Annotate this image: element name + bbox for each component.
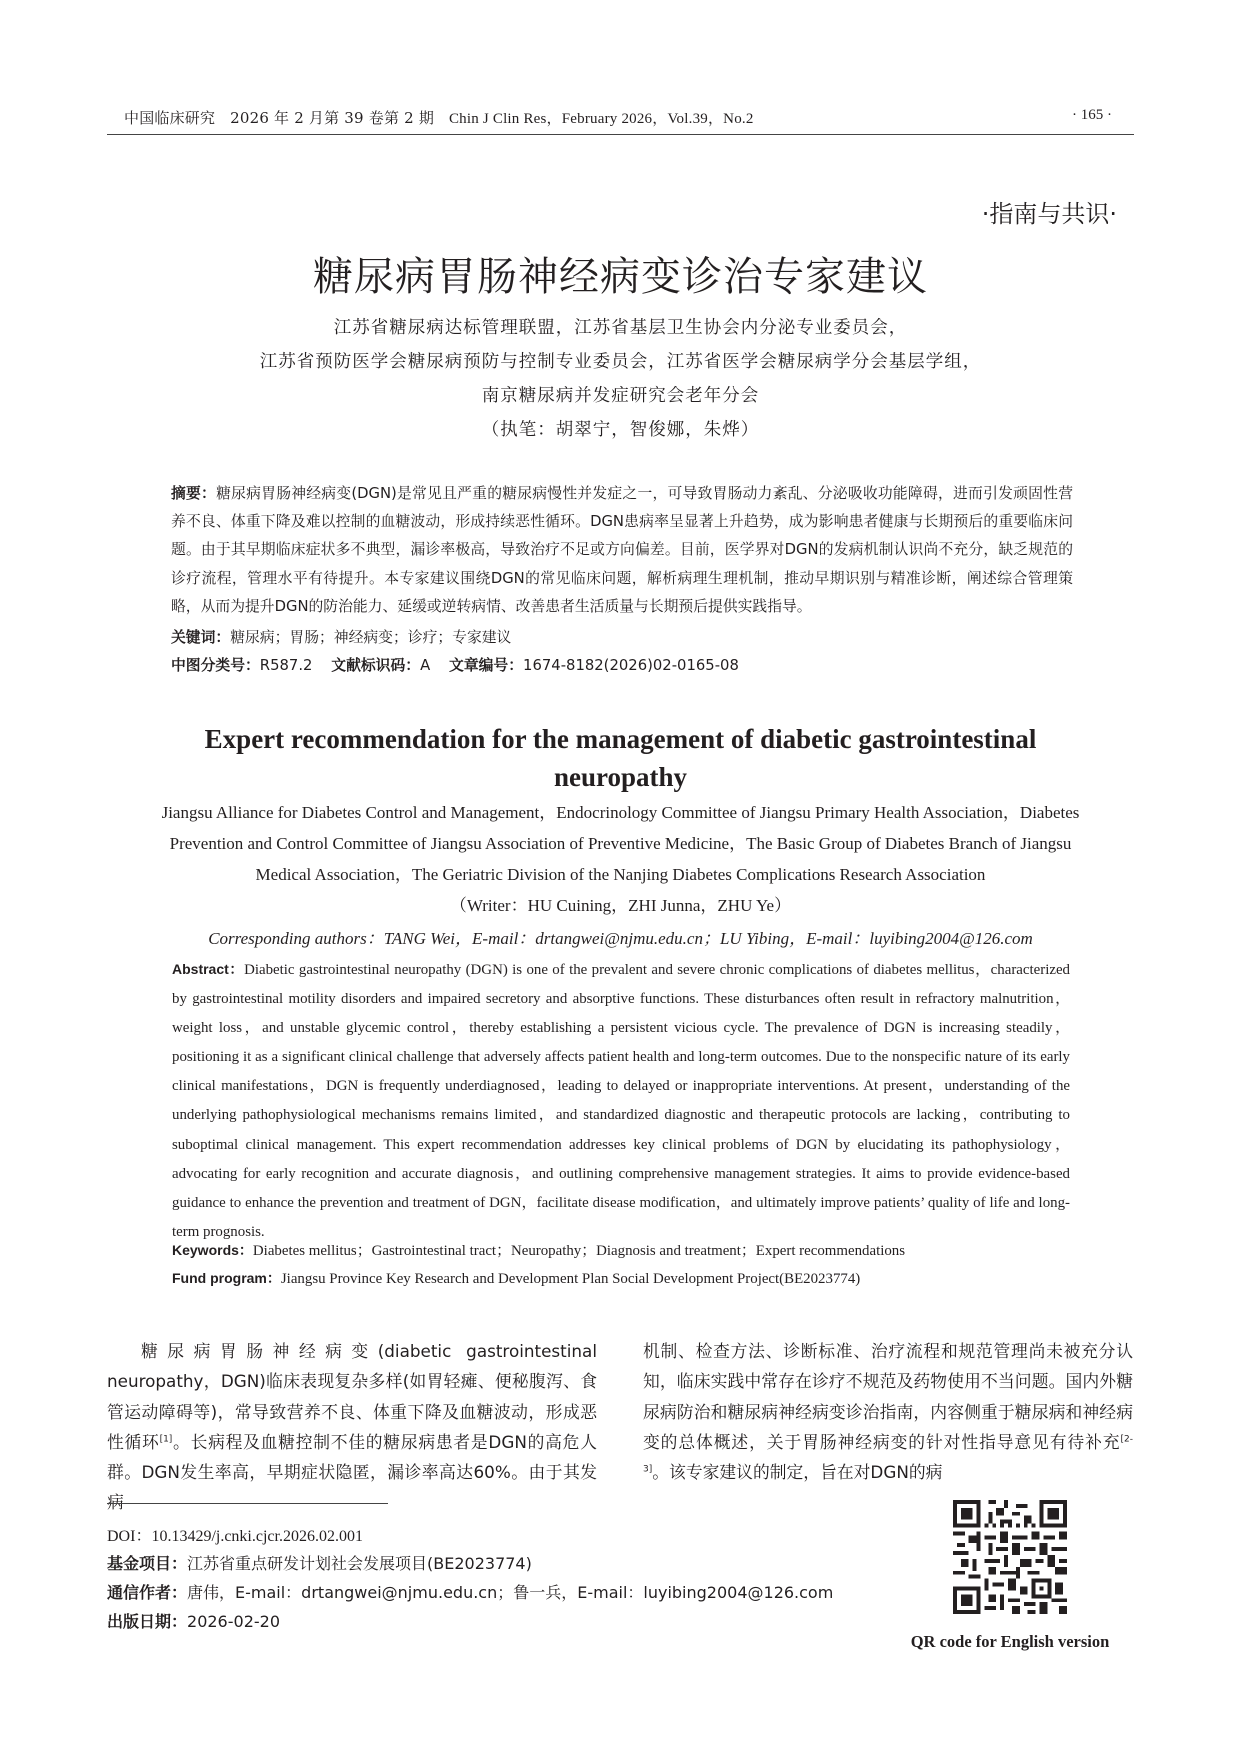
journal-name-cn: 中国临床研究 — [124, 109, 216, 127]
doi: DOI：10.13429/j.cnki.cjcr.2026.02.001 — [107, 1528, 363, 1545]
body-right-text-b: 。该专家建议的制定，旨在对DGN的病 — [652, 1462, 943, 1483]
footnote-corresponding-label: 通信作者： — [107, 1583, 188, 1602]
body-column-left — [107, 1336, 597, 1518]
classification-line — [171, 654, 739, 675]
footnote-rule — [107, 1503, 388, 1504]
fund-program-en-text: Jiangsu Province Key Research and Development Plan Social Development Project(BE2023774) — [280, 1271, 861, 1287]
footnote-fund-text: 江苏省重点研发计划社会发展项目(BE2023774) — [187, 1554, 532, 1573]
body-left-text-b: 。长病程及血糖控制不佳的糖尿病患者是DGN的高危人群。DGN发生率高，早期症状隐匿，漏诊率高达60%。由于其发病 — [107, 1431, 597, 1513]
body-column-right — [643, 1336, 1133, 1487]
keywords-cn-label: 关键词： — [171, 629, 231, 646]
running-header — [124, 107, 754, 128]
clc-label: 中图分类号： — [171, 657, 260, 674]
title-en: Expert recommendation for the management of diabetic gastrointestinal neuropathy — [204, 724, 1037, 792]
abstract-cn-text: 糖尿病胃肠神经病变(DGN)是常见且严重的糖尿病慢性并发症之一，可导致胃肠动力紊乱、分泌吸收功能障碍，进而引发顽固性营养不良、体重下降及难以控制的血糖波动，形成持续恶性循环。DGN患病率呈显著上升趋势，成为影响患者健康与长期预后的重要临床问题。由于其早期临床症状多不典型，漏诊率极高，导致治疗不足或方向偏差。目前，医学界对DGN的发病机制认识尚不充分，缺乏规范的诊疗流程，管理水平有待提升。本专家建议围绕DGN的常见临床问题，解析病理生理机制，推动早期识别与精准诊断，阐述综合管理策略，从而为提升DGN的防治能力、延缓或逆转病情、改善患者生活质量与长期预后提供实践指导。 — [171, 485, 1073, 615]
fund-program-en-label: Fund program： — [172, 1270, 281, 1286]
keywords-cn — [171, 626, 511, 647]
writers-en: （Writer：HU Cuining，ZHI Junna，ZHU Ye） — [449, 896, 792, 915]
clc-value: R587.2 — [259, 657, 313, 674]
footnote-fund — [107, 1551, 532, 1574]
issue-cn: 2026 年 2 月第 39 卷第 2 期 — [230, 109, 435, 127]
citation-ref-1: [1] — [159, 1434, 173, 1445]
qr-caption: QR code for English version — [910, 1632, 1110, 1651]
body-right-text-a: 机制、检查方法、诊断标准、治疗流程和规范管理尚未被充分认知，临床实践中常存在诊疗不规范及药物使用不当问题。国内外糖尿病防治和糖尿病神经病变诊治指南，内容侧重于糖尿病和神经病变的总体概述，关于胃肠神经病变的针对性指导意见有待补充 — [643, 1341, 1133, 1452]
affiliation-en-line-3: Medical Association，The Geriatric Division of the Nanjing Diabetes Complications Research Association — [255, 865, 986, 884]
doccode-label: 文献标识码： — [331, 657, 421, 674]
abstract-en-text: Diabetic gastrointestinal neuropathy (DGN) is one of the prevalent and severe chronic complications of diabetes mellitus，characterized by gastrointestinal motility disorders and impaired secretory and absorptive functions. These disturbances often result in refractory malnutrition，weight loss，and unstable glycemic control，thereby establishing a persistent vicious cycle. The prevalence of DGN is increasing steadily，positioning it as a significant clinical challenge that adversely affects patient health and long-term outcomes. Due to the nonspecific nature of its early clinical manifestations，DGN is frequently underdiagnosed，leading to delayed or inappropriate interventions. At present，understanding of the underlying pathophysiological mechanisms remains limited，and standardized diagnostic and therapeutic protocols are lacking，contributing to suboptimal clinical management. This expert recommendation addresses key clinical problems of DGN by elucidating its pathophysiology，advocating for early recognition and accurate diagnosis，and outlining comprehensive management strategies. It aims to provide evidence-based guidance to enhance the prevention and treatment of DGN，facilitate disease modification，and ultimately improve patients’ quality of life and long-term prognosis. — [172, 962, 1071, 1240]
keywords-en — [172, 1239, 905, 1260]
publication-date-label: 出版日期： — [107, 1612, 188, 1631]
article-number-value: 1674-8182(2026)02-0165-08 — [523, 657, 739, 674]
abstract-en-label: Abstract： — [172, 961, 245, 977]
section-tag: ·指南与共识· — [981, 200, 1117, 228]
abstract-cn-label: 摘要： — [171, 485, 217, 502]
abstract-en — [172, 955, 1070, 1247]
writers-cn: （执笔：胡翠宁，智俊娜，朱烨） — [481, 420, 760, 440]
footnote-fund-label: 基金项目： — [107, 1554, 188, 1573]
title-cn: 糖尿病胃肠神经病变诊治专家建议 — [313, 254, 928, 300]
qr-code-icon[interactable] — [953, 1500, 1067, 1614]
article-number-label: 文章编号： — [449, 657, 524, 674]
header-rule — [107, 134, 1134, 135]
doccode-value: A — [420, 657, 431, 674]
page-number: · 165 · — [1072, 107, 1112, 123]
authors-cn-line-3: 南京糖尿病并发症研究会老年分会 — [481, 386, 760, 406]
authors-cn-line-2: 江苏省预防医学会糖尿病预防与控制专业委员会，江苏省医学会糖尿病学分会基层学组， — [259, 352, 982, 372]
footnote-publication-date — [107, 1609, 280, 1632]
fund-program-en — [172, 1268, 860, 1288]
keywords-en-label: Keywords： — [172, 1242, 253, 1258]
body-left-text-a: 糖尿病胃肠神经病变(diabetic gastrointestinal neuropathy，DGN)临床表现复杂多样(如胃轻瘫、便秘腹泻、食管运动障碍等)，常导致营养不良、体重下降及血糖波动，形成恶性循环 — [107, 1341, 597, 1452]
affiliation-en-line-2: Prevention and Control Committee of Jiangsu Association of Preventive Medicine，The Basic Group of Diabetes Branch of Jiangsu — [169, 834, 1072, 853]
corresponding-authors-en: Corresponding authors：TANG Wei，E-mail：drtangwei@njmu.edu.cn；LU Yibing，E-mail：luyibing2004@126.com — [208, 929, 1033, 948]
authors-cn-line-1: 江苏省糖尿病达标管理联盟，江苏省基层卫生协会内分泌专业委员会， — [333, 318, 908, 338]
journal-name-en: Chin J Clin Res，February 2026，Vol.39，No.2 — [448, 111, 754, 127]
keywords-en-text: Diabetes mellitus；Gastrointestinal tract；Neuropathy；Diagnosis and treatment；Expert recommendations — [252, 1243, 906, 1259]
keywords-cn-text: 糖尿病；胃肠；神经病变；诊疗；专家建议 — [230, 629, 512, 646]
publication-date-value: 2026-02-20 — [187, 1612, 280, 1631]
footnote-corresponding-text: 唐伟，E-mail：drtangwei@njmu.edu.cn；鲁一兵，E-mail：luyibing2004@126.com — [187, 1583, 834, 1602]
affiliation-en-line-1: Jiangsu Alliance for Diabetes Control and Management，Endocrinology Committee of Jiangsu Primary Health Association，Diabetes — [161, 803, 1080, 822]
citation-ref-2-3: [2-3] — [643, 1434, 1133, 1475]
abstract-cn — [171, 480, 1073, 621]
footnote-corresponding — [107, 1580, 833, 1603]
